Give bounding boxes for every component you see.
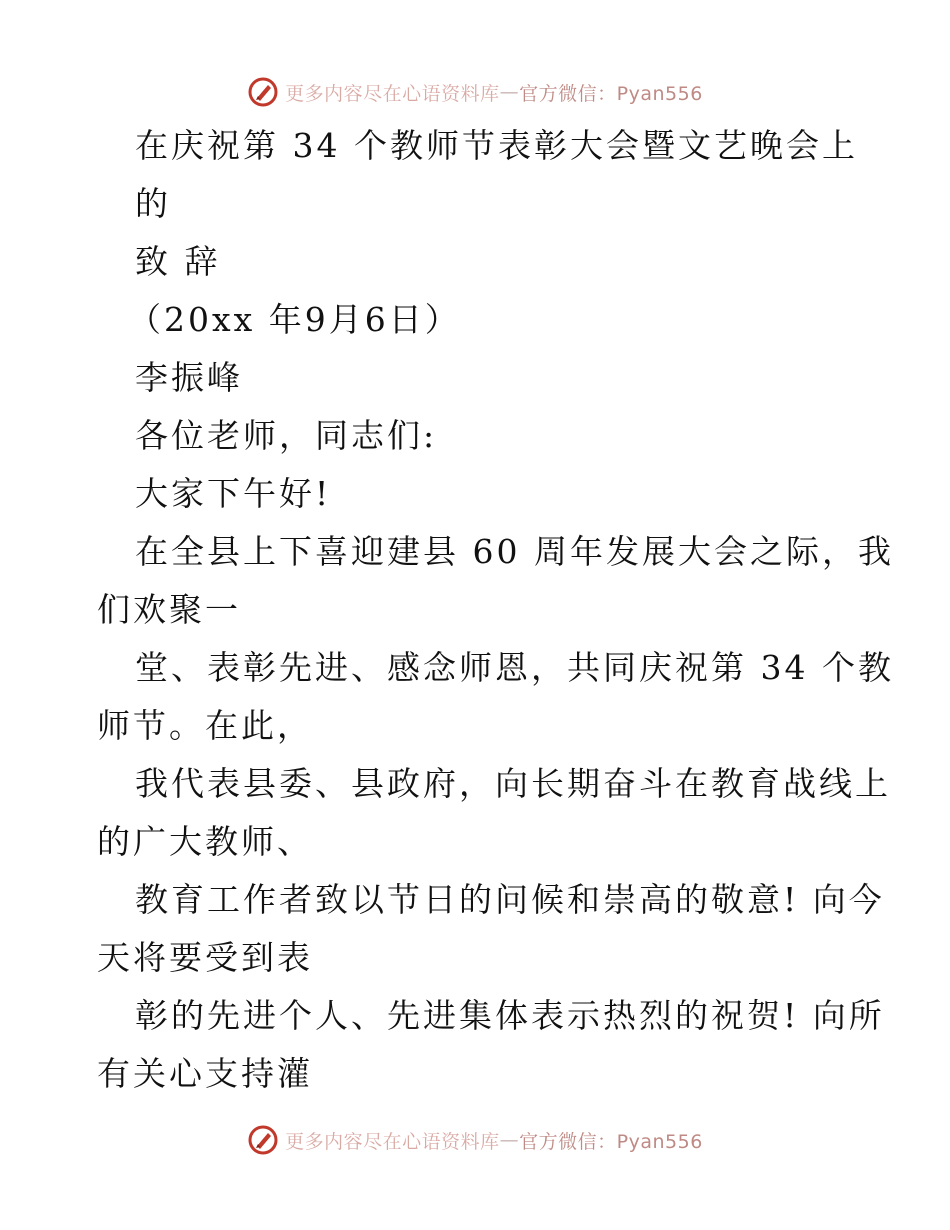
body-line: 彰的先进个人、先进集体表示热烈的祝贺! 向所: [135, 996, 885, 1035]
body-line: 教育工作者致以节日的问候和崇高的敬意! 向今: [135, 880, 885, 919]
body-line: 有关心支持灌: [97, 1054, 313, 1093]
title-line-1: 在庆祝第 34 个教师节表彰大会暨文艺晚会上: [135, 126, 858, 165]
author-line: 李振峰: [135, 358, 243, 397]
watermark-header: [0, 72, 950, 112]
watermark-wechat-text: 官方微信：Pyan556: [519, 1130, 703, 1153]
date-line: （20xx 年9月6日）: [128, 300, 461, 339]
watermark-dash: —: [499, 81, 520, 103]
body-line: 的广大教师、: [97, 822, 313, 861]
pen-circle-logo-icon: [247, 1124, 279, 1156]
title-line-2: 的: [135, 184, 171, 223]
body-line: 们欢聚一: [97, 590, 241, 629]
body-line: 天将要受到表: [97, 938, 313, 977]
body-line: 堂、表彰先进、感念师恩，共同庆祝第 34 个教: [135, 648, 894, 687]
greeting-line: 大家下午好!: [135, 474, 332, 513]
watermark-main-text: 更多内容尽在心语资料库: [285, 82, 500, 105]
watermark-dash: —: [499, 1129, 520, 1151]
watermark-wechat-text: 官方微信：Pyan556: [519, 82, 703, 105]
body-line: 在全县上下喜迎建县 60 周年发展大会之际，我: [135, 532, 894, 571]
watermark-main-text: 更多内容尽在心语资料库: [285, 1130, 500, 1153]
body-line: 师节。在此，: [97, 706, 313, 745]
pen-circle-logo-icon: [247, 76, 279, 108]
body-line: 我代表县委、县政府，向长期奋斗在教育战线上: [135, 764, 891, 803]
watermark-footer: [0, 1120, 950, 1160]
salutation-line: 各位老师，同志们:: [135, 416, 438, 455]
title-line-3: 致 辞: [135, 242, 221, 281]
